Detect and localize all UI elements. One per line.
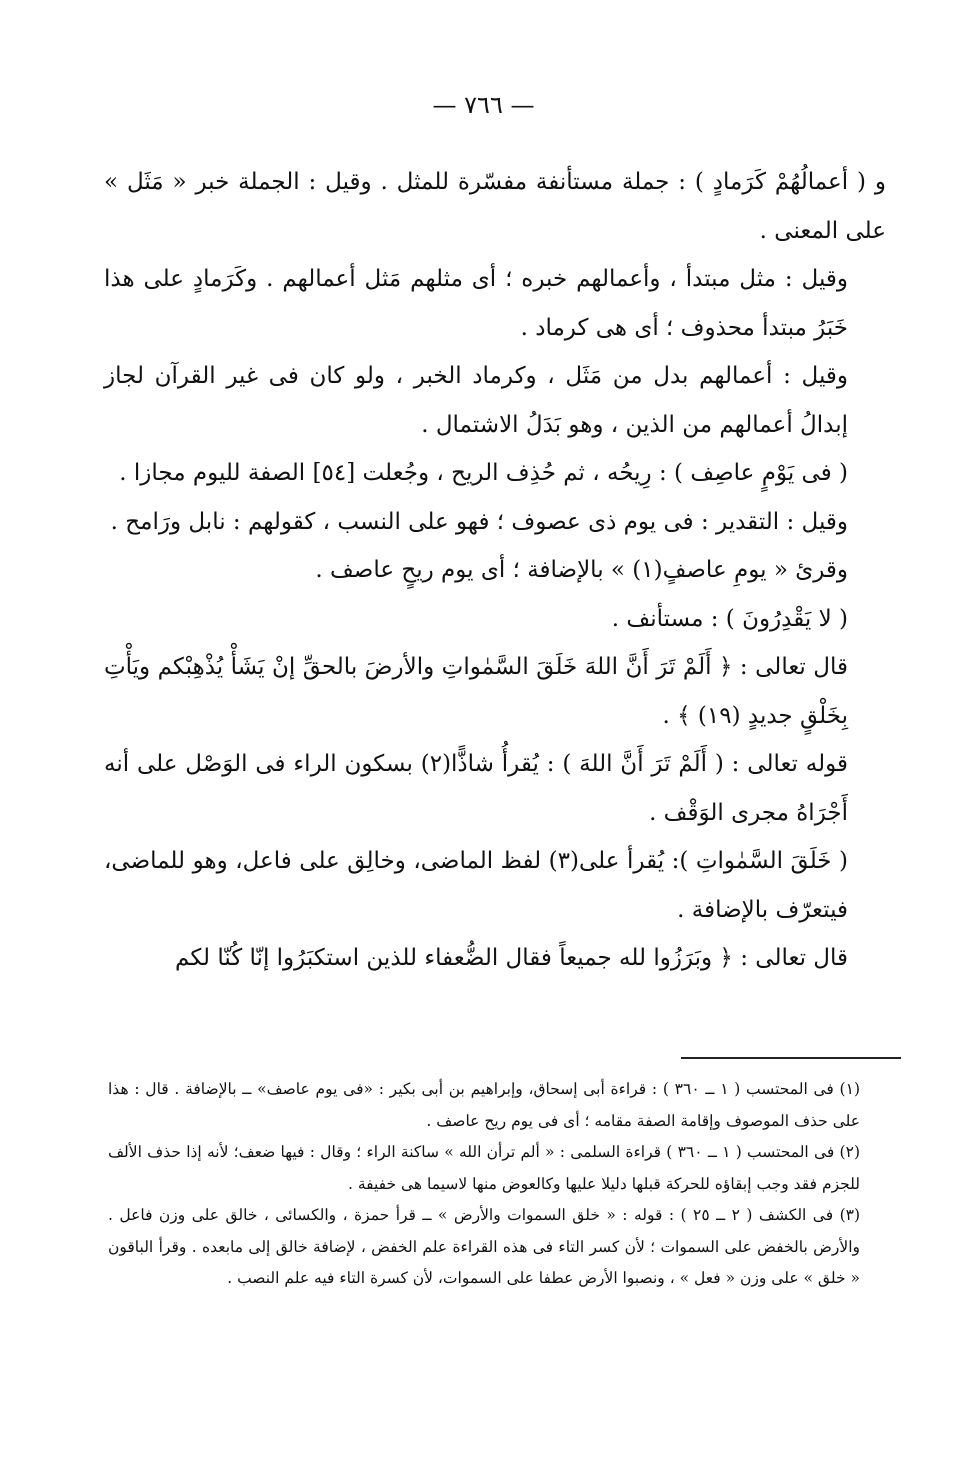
footnote: (١) فى المحتسب ( ١ ــ ٣٦٠ ) : قراءة أبى إسحاق، وإبراهيم بن أبى بكير : «فى يوم عاصف» ــ بالإضافة . قال : هذا على حذف الموصوف وإقامة الصفة مقامه ؛ أى فى يوم ريح عاصف . bbox=[108, 1080, 860, 1130]
footnote-separator bbox=[681, 1057, 901, 1059]
paragraph: وقيل : التقدير : فى يوم ذى عصوف ؛ فهو على النسب ، كقولهم : نابل ورَامح . bbox=[110, 508, 848, 535]
footnote: (٣) فى الكشف ( ٢ ــ ٢٥ ) : قوله : « خلق السموات والأرض » ــ قرأ حمزة ، والكسائى ، خالق على وزن فاعل . والأرض بالخفض على السموات ؛ لأن كسر التاء فى هذه القراءة علم الخفض ، لإضافة خالق إلى مابعده . وقرأ الباقون « خلق » على وزن « فعل » ، ونصبوا الأرض عطفا على السموات، لأن كسرة التاء فيه علم النصب . bbox=[108, 1206, 861, 1287]
paragraph: وقيل : مثل مبتدأ ، وأعمالهم خبره ؛ أى مثلهم مَثل أعمالهم . وكَرَمادٍ على هذا خَبَرُ مبتدأ محذوف ؛ أى هى كرماد . bbox=[104, 266, 848, 341]
footnotes bbox=[108, 1074, 880, 1295]
paragraph: ( فى يَوْمٍ عاصِف ) : رِيحُه ، ثم حُذِف الريح ، وجُعلت [٥٤] الصفة لليوم مجازا . bbox=[119, 460, 848, 486]
footnote: (٢) فى المحتسب ( ١ ــ ٣٦٠ ) قراءة السلمى : « ألم ترأن الله » ساكنة الراء ؛ وقال : فيها ضعف؛ لأنه إذا حذف الألف للجزم فقد وجب إبقاؤه للحركة قبلها دليلا عليها وكالعوض منها لاسيما هى خفيفة . bbox=[108, 1143, 860, 1193]
paragraph: ( خَلَقَ السَّمٰواتِ ): يُقرأ على(٣) لفظ الماضى، وخالِق على فاعل، وهو للماضى، فيتعرّف بالإضافة . bbox=[104, 848, 849, 923]
main-text bbox=[104, 158, 886, 983]
paragraph: و ( أعمالُهُمْ كَرَمادٍ ) : جملة مستأنفة مفسّرة للمثل . وقيل : الجملة خبر « مَثَل » على المعنى . bbox=[104, 169, 886, 244]
paragraph: وقيل : أعمالهم بدل من مَثَل ، وكرماد الخبر ، ولو كان فى غير القرآن لجاز إبدالُ أعمالهم من الذين ، وهو بَدَلُ الاشتمال . bbox=[104, 363, 848, 438]
paragraph: وقرئ « يومِ عاصفٍ(١) » بالإضافة ؛ أى يوم ريحٍ عاصف . bbox=[315, 557, 848, 583]
paragraph: قوله تعالى : ( أَلَمْ تَرَ أَنَّ اللهَ ) : يُقرأُ شاذًّا(٢) بسكون الراء فى الوَصْل على أنه أَجْرَاهُ مجرى الوَقْف . bbox=[104, 751, 849, 826]
paragraph: ( لا يَقْدِرُونَ ) : مستأنف . bbox=[611, 605, 848, 632]
quran-verse: قال تعالى : ﴿ وبَرَزُوا لله جميعاً فقال الضُّعفاء للذين استكبَرُوا إنّا كُنّا لكم bbox=[175, 945, 848, 971]
quran-verse: قال تعالى : ﴿ أَلَمْ تَرَ أَنَّ اللهَ خَلَقَ السَّمٰواتِ والأرضَ بالحقِّ إنْ يَشَأْ يُذْهِبْكم ويَأْتِ بِخَلْقٍ جديدٍ (١٩) ﴾ . bbox=[104, 654, 848, 729]
page-number: — ٧٦٦ — bbox=[432, 91, 535, 119]
